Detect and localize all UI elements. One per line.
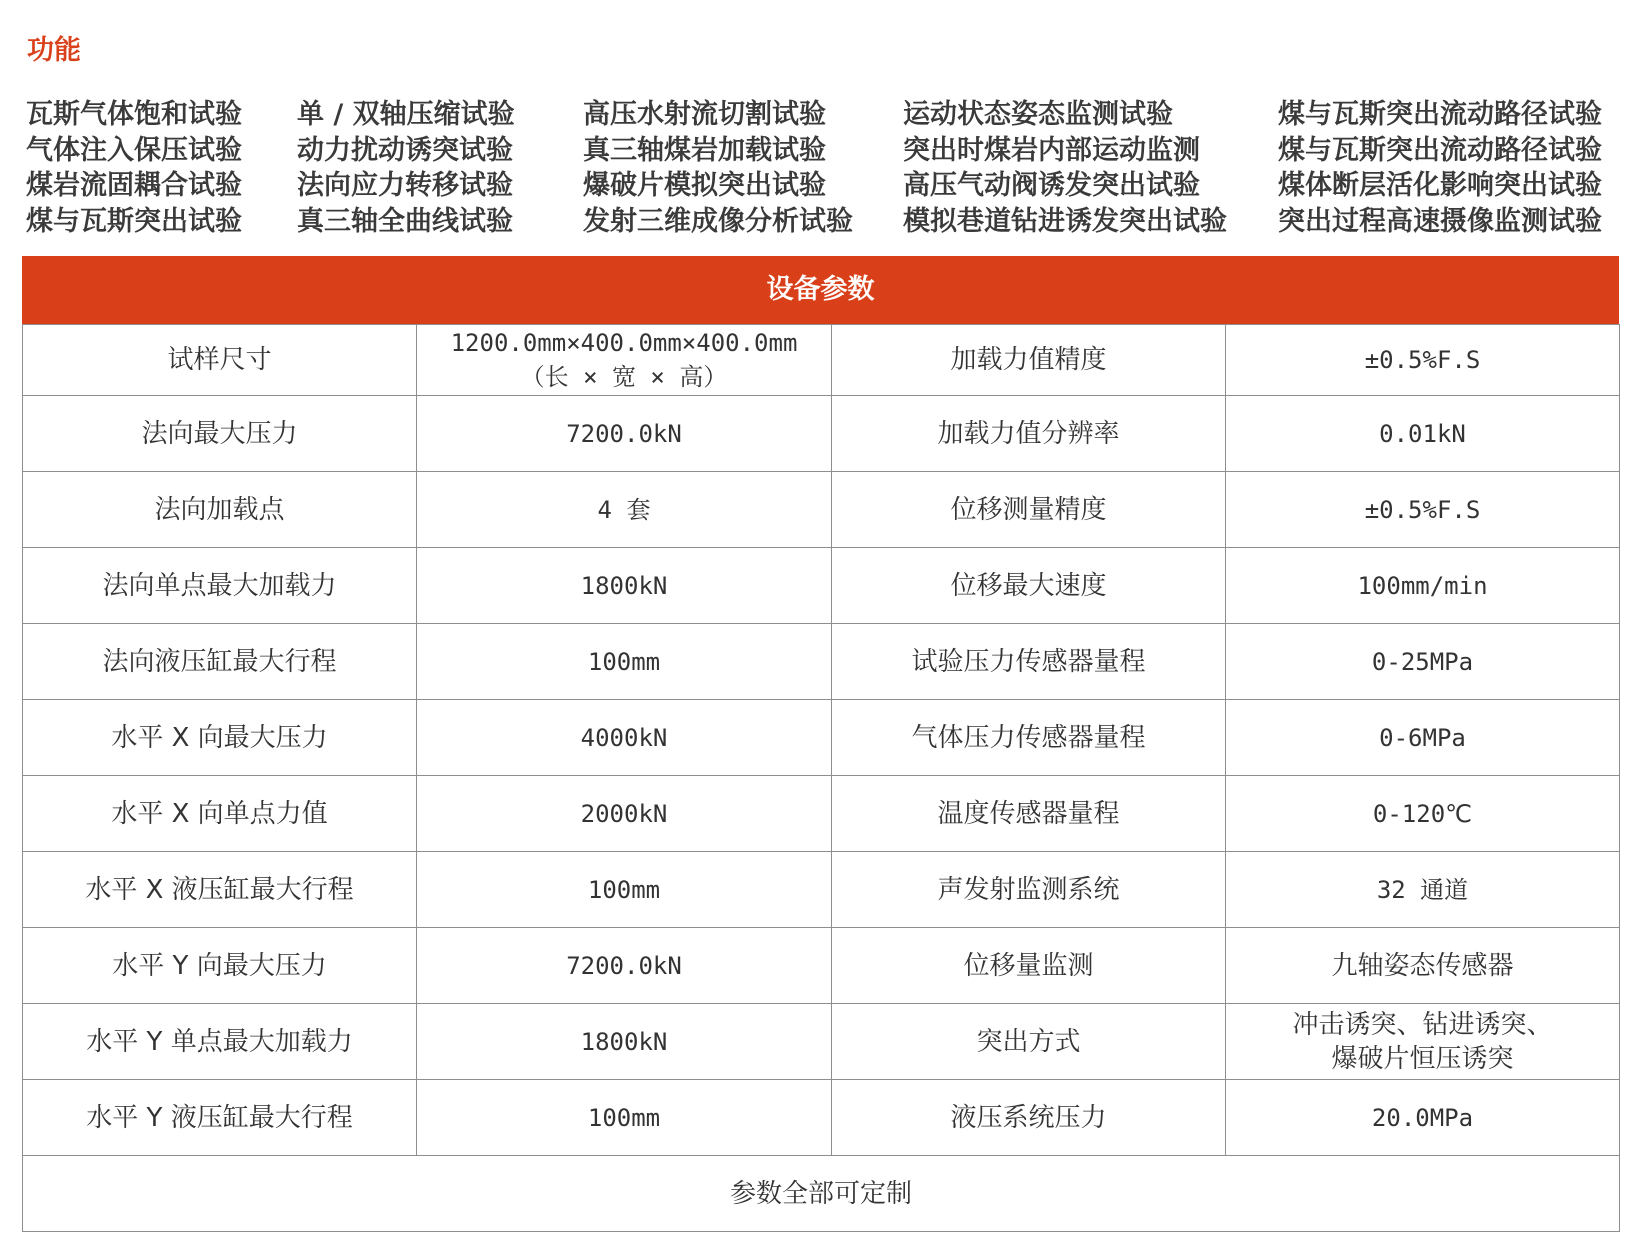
param-value <box>417 1004 832 1080</box>
param-value-line: 100mm <box>587 647 661 676</box>
param-value-line: 32 通道 <box>1376 875 1469 904</box>
param-value <box>1226 396 1620 472</box>
table-row <box>23 396 1620 472</box>
table-row <box>23 325 1620 396</box>
function-item: 瓦斯气体饱和试验 <box>26 99 242 130</box>
table-row <box>23 472 1620 548</box>
param-value <box>1226 1080 1620 1156</box>
param-label: 试样尺寸 <box>23 325 417 396</box>
table-row <box>23 928 1620 1004</box>
param-value-line: 100mm <box>587 1103 661 1132</box>
param-value-line: 7200.0kN <box>566 419 682 448</box>
function-item: 模拟巷道钻进诱发突出试验 <box>903 205 1227 237</box>
function-item: 爆破片模拟突出试验 <box>583 170 826 201</box>
functions-column-2 <box>297 97 515 239</box>
table-row <box>23 624 1620 700</box>
param-value-line: 4 套 <box>597 495 651 524</box>
param-value <box>417 548 832 624</box>
functions-column-4 <box>903 97 1227 239</box>
param-value <box>417 624 832 700</box>
function-item: 真三轴煤岩加载试验 <box>583 134 826 166</box>
param-label: 水平 Y 单点最大加载力 <box>23 1004 417 1080</box>
function-item: 煤与瓦斯突出流动路径试验 <box>1278 99 1602 130</box>
params-footer-note: 参数全部可定制 <box>23 1156 1620 1232</box>
param-label: 加载力值分辨率 <box>832 396 1226 472</box>
table-row <box>23 852 1620 928</box>
param-label: 法向液压缸最大行程 <box>23 624 417 700</box>
param-value-line: （长 × 宽 × 高） <box>520 363 728 391</box>
function-item: 真三轴全曲线试验 <box>297 205 513 237</box>
param-label: 位移测量精度 <box>832 472 1226 548</box>
param-value <box>417 1080 832 1156</box>
functions-column-1 <box>26 97 242 239</box>
function-item: 高压水射流切割试验 <box>583 99 826 130</box>
function-item: 突出过程高速摄像监测试验 <box>1278 205 1602 237</box>
param-label: 法向最大压力 <box>23 396 417 472</box>
param-value-line: 7200.0kN <box>566 951 682 980</box>
param-value <box>417 852 832 928</box>
param-value-line: 4000kN <box>580 723 668 752</box>
table-row <box>23 1004 1620 1080</box>
param-label: 法向加载点 <box>23 472 417 548</box>
param-value <box>1226 548 1620 624</box>
function-item: 煤岩流固耦合试验 <box>26 170 242 201</box>
param-value <box>1226 928 1620 1004</box>
param-label: 水平 Y 向最大压力 <box>23 928 417 1004</box>
param-value <box>1226 852 1620 928</box>
param-label: 水平 Y 液压缸最大行程 <box>23 1080 417 1156</box>
function-item: 法向应力转移试验 <box>297 170 513 201</box>
param-value <box>417 928 832 1004</box>
param-value-line: 1200.0mm×400.0mm×400.0mm <box>450 329 798 357</box>
param-value <box>1226 700 1620 776</box>
param-value <box>417 700 832 776</box>
param-label: 气体压力传感器量程 <box>832 700 1226 776</box>
param-value-line: 冲击诱突、钻进诱突、 <box>1292 1009 1553 1040</box>
param-value <box>417 396 832 472</box>
param-value <box>417 472 832 548</box>
param-value-line: 0-120℃ <box>1372 799 1473 828</box>
function-item: 单 / 双轴压缩试验 <box>297 99 515 130</box>
param-label: 水平 X 液压缸最大行程 <box>23 852 417 928</box>
function-item: 运动状态姿态监测试验 <box>903 99 1173 130</box>
param-label: 位移量监测 <box>832 928 1226 1004</box>
param-value <box>1226 472 1620 548</box>
param-value-line: ±0.5%F.S <box>1364 346 1481 374</box>
table-row <box>23 776 1620 852</box>
table-row <box>23 548 1620 624</box>
param-label: 液压系统压力 <box>832 1080 1226 1156</box>
param-label: 位移最大速度 <box>832 548 1226 624</box>
function-item: 动力扰动诱突试验 <box>297 134 513 166</box>
param-label: 声发射监测系统 <box>832 852 1226 928</box>
function-item: 发射三维成像分析试验 <box>583 205 853 237</box>
param-value-line: 1800kN <box>580 571 668 600</box>
table-row <box>23 1080 1620 1156</box>
param-value-line: 0.01kN <box>1379 419 1466 448</box>
functions-column-5 <box>1278 97 1602 239</box>
param-value-line: 1800kN <box>580 1027 668 1056</box>
function-item: 突出时煤岩内部运动监测 <box>903 134 1200 166</box>
param-label: 法向单点最大加载力 <box>23 548 417 624</box>
param-label: 水平 X 向最大压力 <box>23 700 417 776</box>
param-value-line: ±0.5%F.S <box>1364 495 1481 524</box>
param-label: 水平 X 向单点力值 <box>23 776 417 852</box>
param-value <box>417 325 832 396</box>
param-label: 突出方式 <box>832 1004 1226 1080</box>
functions-column-3 <box>583 97 853 239</box>
function-item: 高压气动阀诱发突出试验 <box>903 170 1200 201</box>
param-value <box>1226 1004 1620 1080</box>
function-item: 煤体断层活化影响突出试验 <box>1278 170 1602 201</box>
param-value-line: 0-6MPa <box>1379 723 1466 752</box>
params-table <box>22 324 1620 1232</box>
function-item: 煤与瓦斯突出流动路径试验 <box>1278 134 1602 166</box>
param-value-line: 九轴姿态传感器 <box>1331 950 1514 981</box>
function-item: 煤与瓦斯突出试验 <box>26 205 242 237</box>
table-row <box>23 700 1620 776</box>
param-value-line: 100mm/min <box>1357 571 1488 600</box>
params-header: 设备参数 <box>22 256 1619 324</box>
functions-title: 功能 <box>27 35 81 66</box>
param-label: 温度传感器量程 <box>832 776 1226 852</box>
param-value-line: 0-25MPa <box>1371 647 1474 676</box>
param-value-line: 100mm <box>587 875 661 904</box>
param-value <box>1226 325 1620 396</box>
param-value <box>417 776 832 852</box>
param-value <box>1226 776 1620 852</box>
param-label: 加载力值精度 <box>832 325 1226 396</box>
table-footer-row <box>23 1156 1620 1232</box>
param-label: 试验压力传感器量程 <box>832 624 1226 700</box>
param-value <box>1226 624 1620 700</box>
param-value-line: 爆破片恒压诱突 <box>1331 1043 1514 1074</box>
param-value-line: 2000kN <box>580 799 668 828</box>
param-value-line: 20.0MPa <box>1371 1103 1474 1132</box>
function-item: 气体注入保压试验 <box>26 134 242 166</box>
